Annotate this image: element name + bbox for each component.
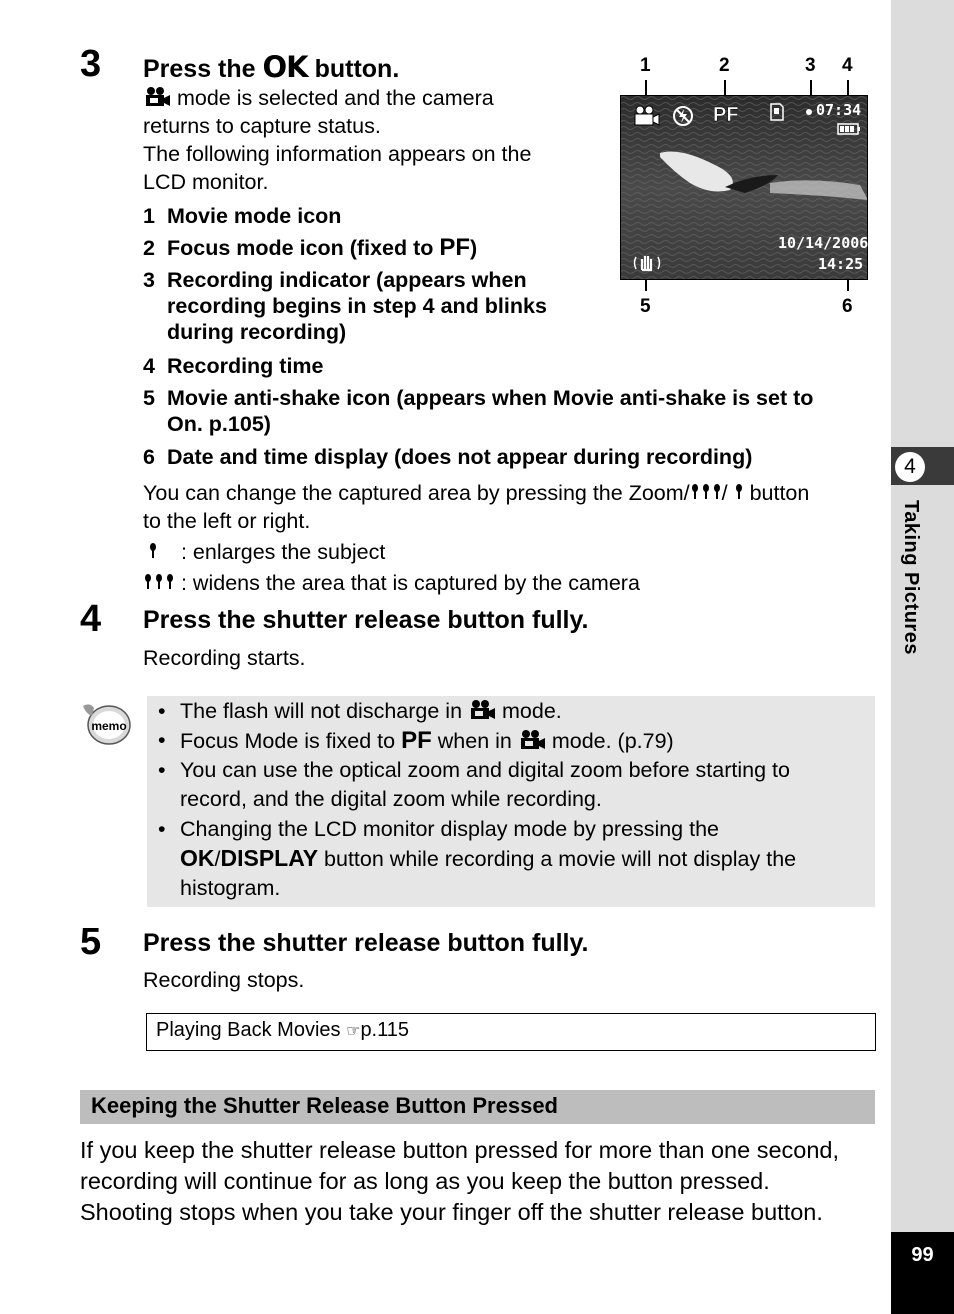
wide-zoom-icon (143, 572, 175, 592)
list-item (143, 444, 883, 470)
item-number: 1 (143, 204, 155, 228)
item-number: 5 (143, 386, 155, 410)
battery-icon (837, 123, 861, 135)
zoom-paragraph: You can change the captured area by pressing the Zoom/ / button to the left or right. (143, 479, 883, 535)
memo-text: Focus Mode is fixed to (180, 729, 396, 753)
step-3-title-pre: Press the (143, 55, 256, 83)
wide-description (143, 569, 640, 597)
recording-time: 07:34 (816, 101, 862, 119)
callout-3: 3 (805, 55, 816, 76)
step-number-4: 4 (80, 598, 102, 640)
memo-text: mode. (502, 699, 562, 723)
anti-shake-icon (632, 253, 662, 273)
movie-mode-icon (632, 105, 660, 127)
memo-text: when in (437, 729, 512, 753)
tele-zoom-icon (734, 482, 744, 502)
callout-2: 2 (719, 55, 730, 76)
reference-page[interactable]: p.115 (360, 1019, 410, 1041)
memory-card-icon (770, 103, 784, 121)
reference-box (146, 1013, 876, 1051)
section-heading: Keeping the Shutter Release Button Pressed (91, 1093, 558, 1118)
step-3-title-post: button. (314, 55, 400, 83)
item-number: 2 (143, 236, 155, 260)
step-5-title: Press the shutter release button fully. (143, 929, 589, 957)
wide-desc-text: : widens the area that is captured by the camera (180, 571, 640, 595)
flash-off-icon (672, 105, 694, 127)
item-text-line: Movie anti-shake icon (appears when Movie anti-shake is set to (167, 386, 814, 410)
zoom-text: button (749, 481, 810, 505)
item-text: Recording time (167, 354, 324, 378)
memo-text: / (214, 847, 221, 871)
memo-text-line: record, and the digital zoom while recording. (180, 787, 602, 811)
memo-text-line: histogram. (180, 876, 281, 900)
reference-text (156, 1019, 409, 1042)
item-text-line: Recording indicator (appears when (167, 268, 527, 292)
movie-mode-icon (518, 729, 546, 751)
memo-text: mode. (p.79) (551, 729, 674, 753)
item-number: 4 (143, 354, 155, 378)
memo-text-line: You can use the optical zoom and digital zoom before starting to (180, 758, 790, 782)
tele-description (143, 538, 385, 566)
item-text: Movie mode icon (167, 204, 342, 228)
step-3-description (143, 84, 603, 196)
item-text-line: On. p.105) (167, 412, 271, 436)
item-text-line: recording begins in step 4 and blinks (167, 294, 547, 318)
ok-glyph: OK (180, 845, 215, 871)
chapter-label-wrap (890, 500, 930, 700)
step-3-title (143, 50, 399, 84)
lcd-monitor-image (620, 95, 868, 280)
chapter-label: Taking Pictures (900, 500, 922, 655)
recording-indicator (806, 109, 812, 115)
callout-4: 4 (842, 55, 853, 76)
callout-6: 6 (842, 296, 853, 317)
step-number-5: 5 (80, 921, 102, 963)
movie-mode-icon (468, 699, 496, 721)
step-3-desc-line2: returns to capture status. (143, 114, 381, 138)
reference-label: Playing Back Movies (156, 1019, 341, 1041)
section-paragraph-line: recording will continue for as long as you keep the button pressed. (80, 1168, 770, 1194)
step-5-description: Recording stops. (143, 968, 305, 992)
item-text-part: ) (470, 236, 478, 260)
item-text (167, 267, 547, 345)
step-4-title: Press the shutter release button fully. (143, 606, 589, 634)
item-text-line: during recording) (167, 320, 347, 344)
section-paragraph-line: Shooting stops when you take your finger off the shutter release button. (80, 1199, 823, 1225)
section-paragraph (80, 1135, 839, 1228)
item-text: Date and time display (does not appear during recording) (167, 445, 753, 469)
step-3-desc-line1: mode is selected and the camera (176, 86, 494, 110)
chapter-number: 4 (895, 452, 925, 482)
item-text-part: Focus mode icon (fixed to (167, 236, 434, 260)
zoom-text-line2: to the left or right. (143, 509, 311, 533)
item-number: 6 (143, 445, 155, 469)
tele-zoom-icon (143, 541, 175, 561)
section-paragraph-line: If you keep the shutter release button pressed for more than one second, (80, 1137, 839, 1163)
list-item (143, 267, 603, 347)
ok-glyph: OK (262, 50, 308, 84)
step-3-desc-line3: The following information appears on the (143, 142, 532, 166)
memo-text: The flash will not discharge in (180, 699, 463, 723)
step-number-3: 3 (80, 43, 102, 85)
pf-focus-icon: PF (713, 104, 739, 126)
item-text (167, 235, 477, 261)
wide-zoom-icon (690, 482, 722, 502)
clock-display: 14:25 (818, 255, 864, 273)
memo-text-line: Changing the LCD monitor display mode by pressing the (180, 817, 719, 841)
pf-glyph: PF (439, 234, 471, 261)
callout-5: 5 (640, 296, 651, 317)
callout-1: 1 (640, 55, 651, 76)
date-display: 10/14/2006 (778, 234, 869, 252)
movie-mode-icon (143, 86, 171, 108)
list-item (143, 385, 883, 439)
step-4-description: Recording starts. (143, 646, 306, 670)
list-item (143, 353, 883, 379)
zoom-text: You can change the captured area by pressing the Zoom/ (143, 481, 690, 505)
section-heading-bar (80, 1090, 875, 1124)
tele-desc-text: : enlarges the subject (180, 540, 386, 564)
display-glyph: DISPLAY (220, 845, 319, 871)
step-3-desc-line4: LCD monitor. (143, 170, 269, 194)
pointing-hand-icon: ☞ (346, 1021, 361, 1040)
memo-icon-label: memo (91, 719, 127, 733)
page-number: 99 (891, 1232, 954, 1314)
pf-glyph: PF (401, 727, 432, 754)
memo-text: button while recording a movie will not display the (324, 847, 797, 871)
item-text (167, 385, 813, 437)
item-number: 3 (143, 268, 155, 292)
memo-icon (80, 700, 132, 746)
